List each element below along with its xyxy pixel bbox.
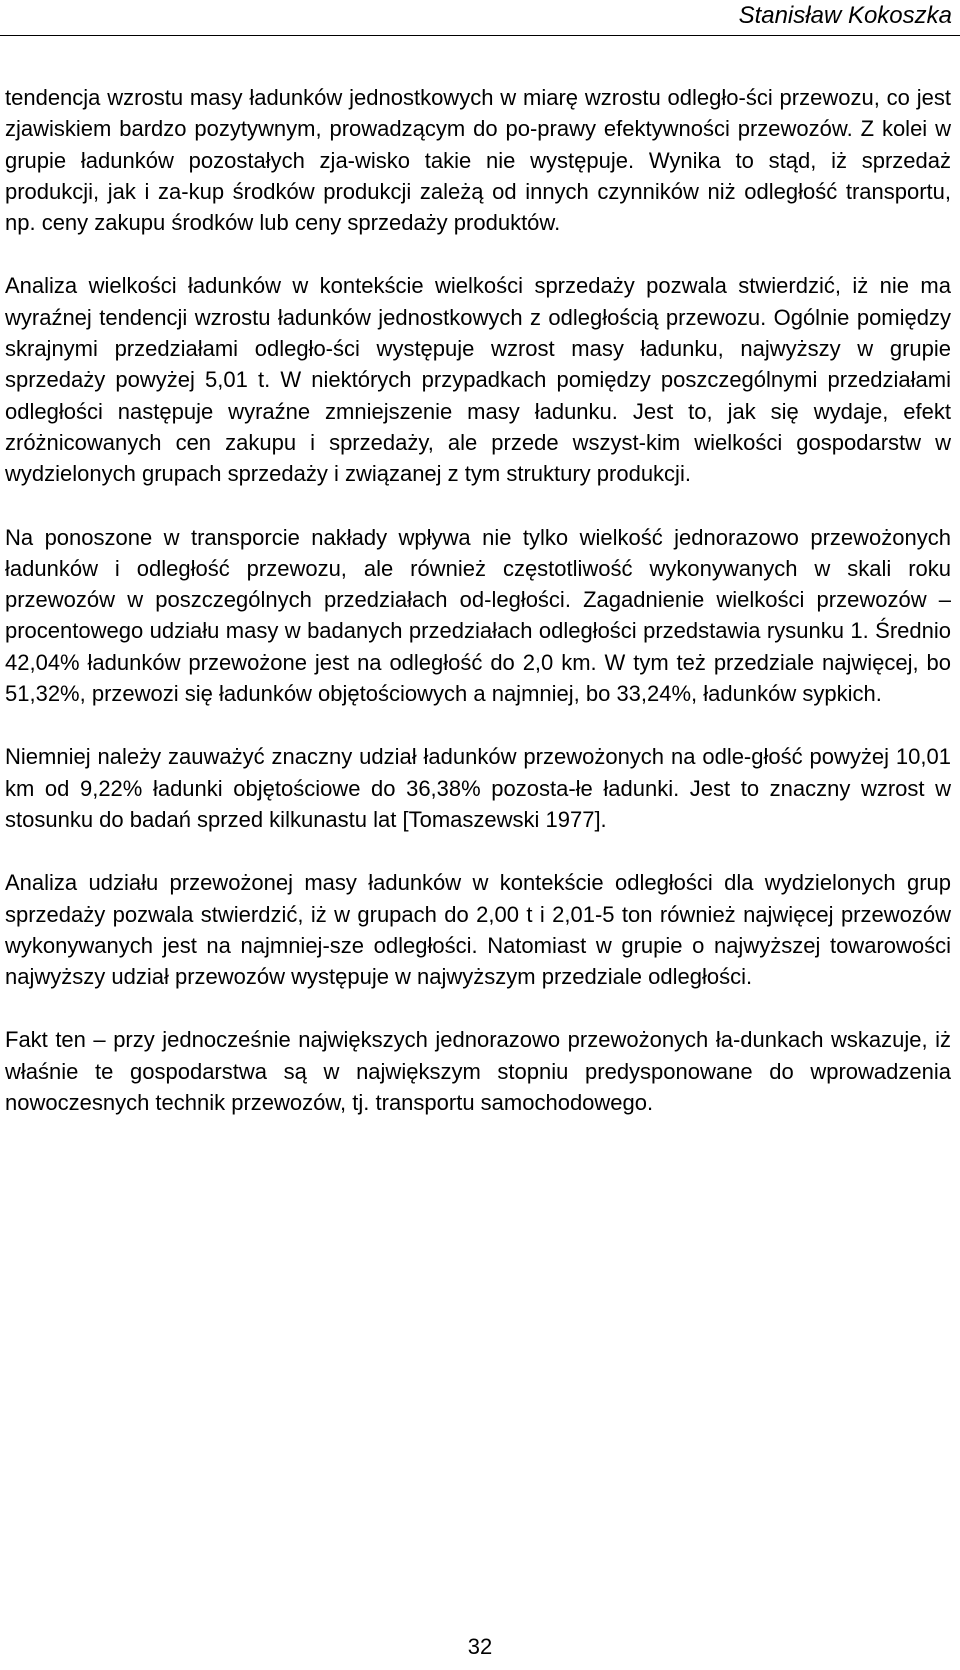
paragraph-5: Analiza udziału przewożonej masy ładunków w kontekście odległości dla wydzielonych grup sprzedaży pozwala stwierdzić, iż w grupach do 2,00 t i 2,01-5 ton również najwięcej przewozów wykonywanych jest na najmniej-sze odległości. Natomiast w grupie o najwyższej towarowości najwyższy udział przewozów występuje w najwyższym przedziale odległości. — [5, 870, 951, 990]
body-text — [5, 82, 951, 1150]
page-number: 32 — [467, 1634, 493, 1659]
running-header — [0, 0, 960, 36]
paragraph-1: tendencja wzrostu masy ładunków jednostkowych w miarę wzrostu odległo-ści przewozu, co jest zjawiskiem bardzo pozytywnym, prowadzącym do po-prawy efektywności przewozów. Z kolei w grupie ładunków pozostałych zja-wisko takie nie występuje. Wynika to stąd, iż sprzedaż produkcji, jak i za-kup środków produkcji zależą od innych czynników niż odległość transportu, np. ceny zakupu środków lub ceny sprzedaży produktów. — [5, 85, 951, 236]
paragraph-6: Fakt ten – przy jednocześnie największych jednorazowo przewożonych ła-dunkach wskazuje, iż właśnie te gospodarstwa są w największym stopniu predysponowane do wprowadzenia nowoczesnych technik przewozów, tj. transportu samochodowego. — [5, 1027, 951, 1116]
paragraph-4: Niemniej należy zauważyć znaczny udział ładunków przewożonych na odle-głość powyżej 10,01 km od 9,22% ładunki objętościowe do 36,38% pozosta-łe ładunki. Jest to znaczny wzrost w stosunku do badań sprzed kilkunastu lat [Tomaszewski 1977]. — [5, 744, 951, 832]
header-rule — [0, 35, 960, 36]
paragraph-2: Analiza wielkości ładunków w kontekście wielkości sprzedaży pozwala stwierdzić, iż nie ma wyraźnej tendencji wzrostu ładunków jednostkowych z odległością przewozu. Ogólnie pomiędzy skrajnymi przedziałami odległo-ści występuje wzrost masy ładunku, najwyższy w grupie sprzedaży powyżej 5,01 t. W niektórych przypadkach pomiędzy poszczególnymi przedziałami odległości następuje wyraźne zmniejszenie masy ładunku. Jest to, jak się wydaje, efekt zróżnicowanych cen zakupu i sprzedaży, ale przede wszyst-kim wielkości gospodarstw w wydzielonych grupach sprzedaży i związanej z tym struktury produkcji. — [5, 273, 951, 487]
paragraph-3: Na ponoszone w transporcie nakłady wpływa nie tylko wielkość jednorazowo przewożonych ładunków i odległość przewozu, ale również częstotliwość wykonywanych w skali roku przewozów w poszczególnych przedziałach od-ległości. Zagadnienie wielkości przewozów – procentowego udziału masy w badanych przedziałach odległości przedstawia rysunku 1. Średnio 42,04% ładunków przewożone jest na odległość do 2,0 km. W tym też przedziale najwięcej, bo 51,32%, przewozi się ładunków objętościowych a najmniej, bo 33,24%, ładunków sypkich. — [5, 524, 951, 707]
running-header-author: Stanisław Kokoszka — [738, 2, 952, 29]
